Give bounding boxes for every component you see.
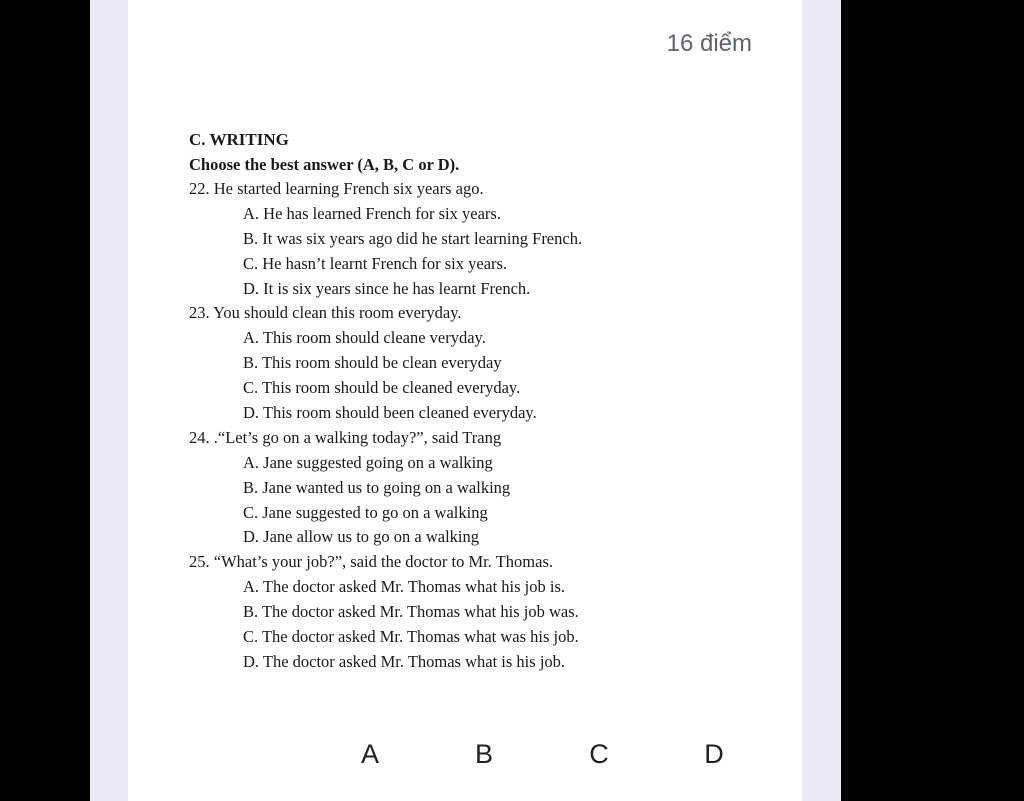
option-d: D. This room should been cleaned everyday. xyxy=(243,403,537,423)
option-a: A. The doctor asked Mr. Thomas what his job is. xyxy=(243,577,566,597)
option-c: C. The doctor asked Mr. Thomas what was his job. xyxy=(243,627,579,647)
question-23 xyxy=(189,301,749,425)
option-d: D. The doctor asked Mr. Thomas what is his job. xyxy=(243,651,566,671)
question-22 xyxy=(189,177,749,301)
question-image xyxy=(189,128,749,675)
answer-choice-b[interactable]: B xyxy=(474,739,493,769)
question-prompt: 23. You should clean this room everyday. xyxy=(189,303,462,323)
section-title: C. WRITING xyxy=(189,130,289,149)
option-a: A. He has learned French for six years. xyxy=(243,203,501,223)
instruction-text: Choose the best answer (A, B, C or D). xyxy=(189,155,460,174)
option-c: C. He hasn’t learnt French for six years. xyxy=(243,253,508,273)
points-label: 16 điểm xyxy=(666,30,752,57)
question-24 xyxy=(189,426,749,550)
option-b: B. This room should be clean everyday xyxy=(243,353,502,373)
option-b: B. Jane wanted us to going on a walking xyxy=(243,477,511,497)
question-25 xyxy=(189,550,749,674)
option-b: B. It was six years ago did he start learning French. xyxy=(243,228,583,248)
option-d: D. It is six years since he has learnt French. xyxy=(243,278,531,298)
answer-choice-d[interactable]: D xyxy=(704,739,724,769)
question-prompt: 25. “What’s your job?”, said the doctor to Mr. Thomas. xyxy=(189,552,553,572)
option-c: C. This room should be cleaned everyday. xyxy=(243,378,521,398)
option-c: C. Jane suggested to go on a walking xyxy=(243,502,488,522)
answer-choices xyxy=(0,734,1024,774)
option-a: A. This room should cleane veryday. xyxy=(243,328,486,348)
question-prompt: 22. He started learning French six years ago. xyxy=(189,179,484,198)
option-d: D. Jane allow us to go on a walking xyxy=(243,527,480,547)
question-prompt: 24. .“Let’s go on a walking today?”, said Trang xyxy=(189,427,502,447)
option-a: A. Jane suggested going on a walking xyxy=(243,452,493,472)
option-b: B. The doctor asked Mr. Thomas what his job was. xyxy=(243,602,579,622)
answer-choice-a[interactable]: A xyxy=(360,739,379,769)
answer-choice-c[interactable]: C xyxy=(589,739,609,769)
